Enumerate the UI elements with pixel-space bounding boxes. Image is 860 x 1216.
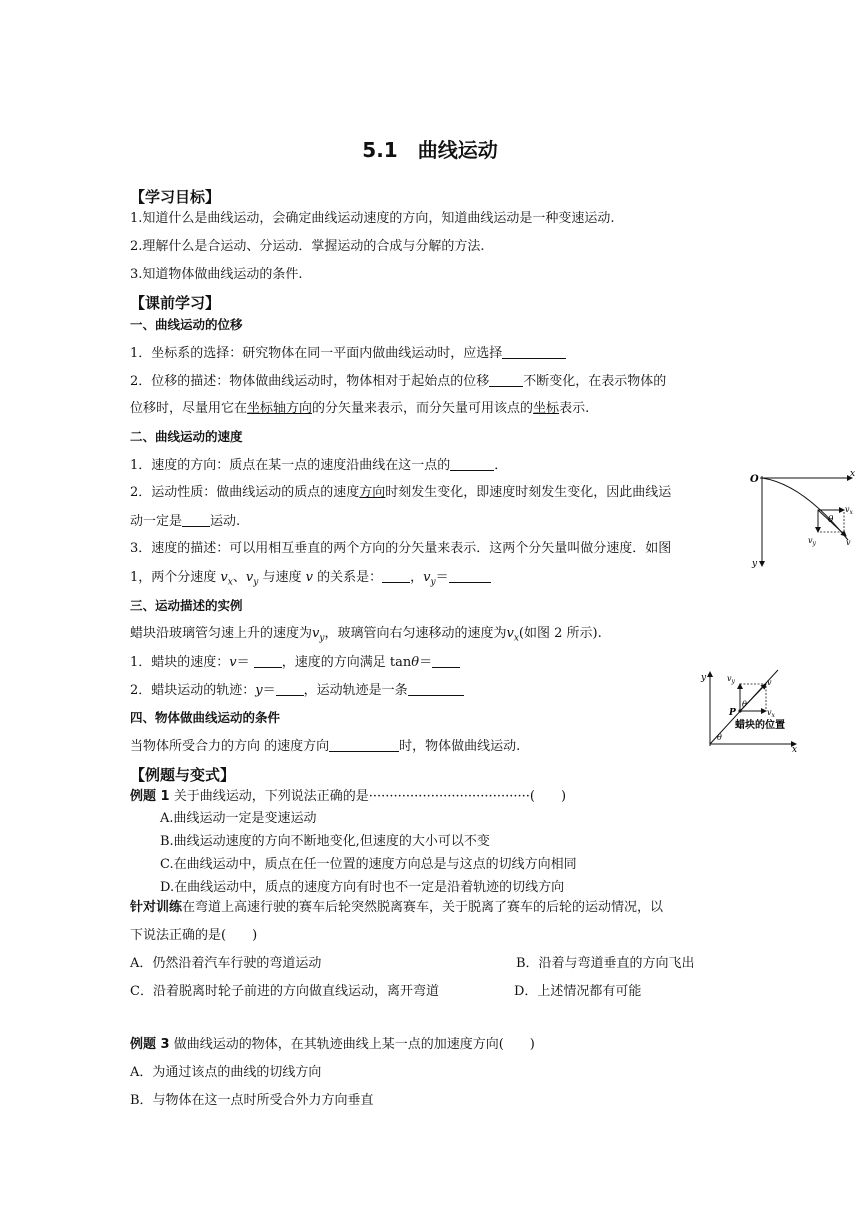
text: ＝ — [262, 683, 276, 698]
text: 与速度 — [262, 570, 302, 585]
subscript: y — [319, 633, 325, 644]
text: 运动. — [210, 514, 241, 529]
drill-stem — [130, 899, 663, 917]
text: ＝ — [435, 570, 449, 585]
s2-line-3 — [130, 512, 240, 531]
var-v: v — [506, 626, 514, 641]
option: D.在曲线运动中，质点的速度方向有时也不一定是沿着轨迹的切线方向 — [160, 880, 565, 895]
text: 当物体所受合力的方向 的速度方向 — [130, 739, 330, 754]
y-label: y — [701, 673, 707, 683]
subscript: y — [430, 577, 436, 588]
text: ＝ — [419, 655, 433, 670]
origin-label: O — [750, 474, 759, 485]
text: 不断变化，在表示物体的 — [523, 374, 667, 389]
underlined-text: 坐标轴方向 — [247, 401, 313, 416]
goal-item: 1.知道什么是曲线运动，会确定曲线运动速度的方向，知道曲线运动是一种变速运动. — [130, 211, 615, 226]
subscript: y — [253, 577, 259, 588]
answer-blank[interactable] — [502, 344, 566, 359]
example-1-stem — [130, 788, 566, 806]
text: 时，物体做曲线运动. — [399, 739, 521, 754]
text: 1．速度的方向：质点在某一点的速度沿曲线在这一点的 — [130, 458, 451, 473]
answer-blank[interactable] — [408, 681, 464, 696]
goal-item: 2.理解什么是合运动、分运动．掌握运动的合成与分解的方法. — [130, 239, 485, 254]
section-title-3: 三、运动描述的实例 — [130, 598, 243, 613]
text: 2．运动性质：做曲线运动的质点的速度 — [130, 485, 360, 500]
page-title: 5.1 曲线运动 — [362, 138, 498, 162]
text: 2．蜡块运动的轨迹： — [130, 683, 256, 698]
answer-blank[interactable] — [489, 372, 523, 387]
section-title-4: 四、物体做曲线运动的条件 — [130, 710, 281, 725]
answer-blank[interactable] — [382, 568, 410, 583]
figure-caption: 蜡块的位置 — [735, 720, 785, 731]
v-label: v — [767, 678, 772, 687]
var-v: v — [423, 570, 431, 585]
option: A.曲线运动一定是变速运动 — [160, 811, 317, 826]
vx-label: $v_x$ — [845, 505, 853, 516]
text: 时刻发生变化，即速度时刻发生变化，因此曲线运 — [385, 485, 672, 500]
text: (如图 2 所示). — [518, 626, 602, 641]
option: A．仍然沿着汽车行驶的弯道运动 — [130, 956, 322, 971]
answer-blank[interactable] — [276, 681, 304, 696]
subscript: x — [227, 577, 233, 588]
goals-heading: 【学习目标】 — [130, 188, 221, 206]
answer-blank[interactable] — [329, 737, 399, 752]
text: ． — [494, 458, 508, 473]
text: ， — [410, 570, 424, 585]
option: C．沿着脱离时轮子前进的方向做直线运动，离开弯道 — [130, 984, 439, 999]
drill-label: 针对训练 — [130, 900, 183, 915]
pre-heading: 【课前学习】 — [130, 294, 221, 312]
var-v: v — [229, 655, 237, 670]
answer-blank[interactable] — [432, 653, 460, 668]
option: B．与物体在这一点时所受合外力方向垂直 — [130, 1093, 374, 1108]
text: ，速度的方向满足 tan — [281, 655, 412, 670]
text: 1，两个分速度 — [130, 570, 217, 585]
x-label: x — [850, 469, 856, 479]
P-label: P — [729, 708, 736, 718]
option: D．上述情况都有可能 — [514, 984, 642, 999]
text: 位移时，尽量用它在 — [130, 401, 248, 416]
text: 动一定是 — [130, 514, 183, 529]
trajectory-curve — [762, 478, 848, 540]
s2-line-4: 3．速度的描述：可以用相互垂直的两个方向的分矢量来表示．这两个分矢量叫做分速度．如图 — [130, 541, 672, 556]
text: 1．蜡块的速度： — [130, 655, 230, 670]
s3-line-3 — [130, 681, 464, 700]
vy-label: $v_y$ — [808, 536, 816, 547]
drill-stem-2: 下说法正确的是( ) — [130, 928, 258, 943]
v-label: v — [846, 538, 851, 547]
var-v: v — [305, 570, 313, 585]
text: 在弯道上高速行驶的赛车后轮突然脱离赛车，关于脱离了赛车的后轮的运动情况，以 — [182, 900, 664, 915]
text: 蜡块沿玻璃管匀速上升的速度为 — [130, 626, 313, 641]
text: 关于曲线运动，下列说法正确的是·······································( ) — [173, 789, 567, 804]
s3-line-1 — [130, 625, 602, 648]
var-v: v — [312, 626, 320, 641]
text: 1．坐标系的选择：研究物体在同一平面内做曲线运动时，应选择 — [130, 346, 503, 361]
example-3-stem — [130, 1036, 535, 1054]
var-y: y — [255, 683, 263, 698]
underlined-text: 坐标 — [533, 401, 560, 416]
text: ，玻璃管向右匀速移动的速度为 — [324, 626, 507, 641]
text: 的分矢量来表示，而分矢量可用该点的 — [312, 401, 534, 416]
var-v: v — [245, 570, 254, 585]
s1-line-3 — [130, 400, 589, 418]
x-label: x — [792, 745, 798, 755]
text: 的关系是： — [317, 570, 383, 585]
s1-line-1 — [130, 344, 566, 363]
option: B．沿着与弯道垂直的方向飞出 — [516, 956, 695, 971]
s2-line-5 — [130, 568, 491, 592]
text: ，运动轨迹是一条 — [303, 683, 408, 698]
s4-line-1 — [130, 737, 520, 756]
vy-label: $v_y$ — [727, 674, 735, 685]
s2-line-1 — [130, 456, 507, 475]
text: 、 — [232, 570, 246, 585]
examples-heading: 【例题与变式】 — [130, 766, 236, 784]
s1-line-2 — [130, 372, 666, 391]
option: B.曲线运动速度的方向不断地变化,但速度的大小可以不变 — [160, 834, 490, 849]
text: 做曲线运动的物体，在其轨迹曲线上某一点的加速度方向( ) — [173, 1037, 535, 1052]
figure-2-wax-block — [702, 668, 802, 754]
text: 表示. — [559, 401, 590, 416]
goal-item: 3.知道物体做曲线运动的条件. — [130, 267, 303, 282]
var-theta: θ — [411, 655, 420, 670]
theta-label: θ — [742, 700, 747, 709]
figure-1-curve-velocity — [748, 466, 858, 572]
theta-label: θ — [828, 515, 834, 525]
option: A．为通过该点的曲线的切线方向 — [130, 1065, 322, 1080]
subscript: x — [513, 633, 519, 644]
s2-line-2 — [130, 484, 671, 502]
answer-blank[interactable] — [254, 653, 282, 668]
answer-blank[interactable] — [450, 456, 494, 471]
answer-blank[interactable] — [182, 512, 210, 527]
example-label: 例题 1 — [130, 789, 170, 804]
section-title-1: 一、曲线运动的位移 — [130, 317, 243, 332]
underlined-text: 方向 — [359, 485, 386, 500]
option: C.在曲线运动中，质点在任一位置的速度方向总是与这点的切线方向相同 — [160, 857, 577, 872]
theta-label: θ — [717, 733, 722, 742]
var-v: v — [220, 570, 228, 585]
s3-line-2 — [130, 653, 460, 672]
point-P — [738, 709, 741, 712]
section-title-2: 二、曲线运动的速度 — [130, 429, 243, 444]
vx-label: $v_x$ — [767, 708, 775, 719]
y-label: y — [752, 559, 758, 569]
text: 2．位移的描述：物体做曲线运动时，物体相对于起始点的位移 — [130, 374, 490, 389]
answer-blank[interactable] — [449, 568, 491, 583]
text: ＝ — [236, 655, 250, 670]
example-label: 例题 3 — [130, 1037, 170, 1052]
